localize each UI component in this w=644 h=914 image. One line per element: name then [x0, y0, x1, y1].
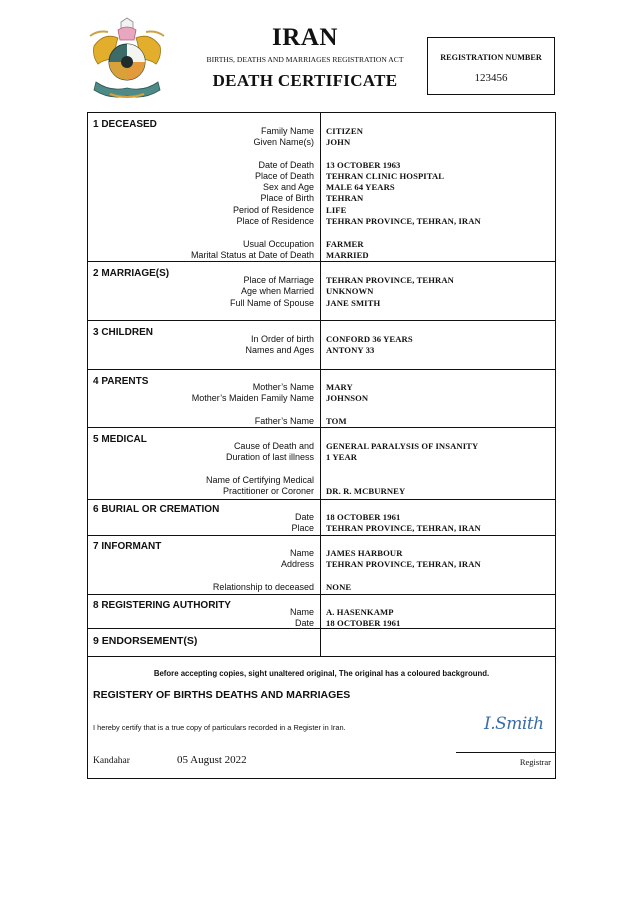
field-label: Age when Married [240, 286, 314, 296]
issue-date: 05 August 2022 [177, 754, 247, 766]
section-informant-title: 7 INFORMANT [93, 541, 162, 552]
field-label: In Order of birth [250, 334, 314, 344]
row-divider [87, 427, 556, 428]
field-value: JANE SMITH [326, 298, 381, 308]
field-label: Address [280, 559, 314, 569]
certificate-title: DEATH CERTIFICATE [212, 71, 398, 90]
field-value: TOM [326, 416, 347, 426]
field-label: Date [294, 512, 314, 522]
field-label: Place of Residence [236, 216, 314, 226]
field-value: TEHRAN CLINIC HOSPITAL [326, 171, 445, 181]
field-value: TEHRAN PROVINCE, TEHRAN, IRAN [326, 559, 481, 569]
field-value: CITIZEN [326, 126, 363, 136]
registrar-signature: I.Smith [484, 714, 544, 734]
field-label: Father’s Name [254, 416, 314, 426]
field-label: Given Name(s) [253, 137, 314, 147]
field-label: Mother’s Name [252, 382, 314, 392]
field-value: GENERAL PARALYSIS OF INSANITY [326, 441, 479, 451]
registration-number-label: REGISTRATION NUMBER [440, 53, 542, 62]
copy-warning-note: Before accepting copies, sight unaltered original, The original has a coloured background. [153, 669, 490, 678]
field-value: MALE 64 YEARS [326, 182, 395, 192]
registrar-label: Registrar [519, 757, 551, 767]
field-label: Mother’s Maiden Family Name [191, 393, 314, 403]
field-value: TEHRAN PROVINCE, TEHRAN, IRAN [326, 216, 481, 226]
field-label: Name [289, 607, 314, 617]
row-divider [87, 320, 556, 321]
field-value: TEHRAN [326, 193, 364, 203]
row-divider [87, 369, 556, 370]
row-divider [87, 535, 556, 536]
section-burial-title: 6 BURIAL OR CREMATION [93, 504, 220, 515]
coat-of-arms-emblem-icon [84, 16, 170, 104]
field-value: DR. R. MCBURNEY [326, 486, 406, 496]
row-divider [87, 628, 556, 629]
field-value: JAMES HARBOUR [326, 548, 403, 558]
field-label: Place [291, 523, 314, 533]
field-label: Date [294, 618, 314, 628]
field-label: Name of Certifying Medical [205, 475, 314, 485]
column-divider [320, 112, 321, 656]
field-label: Names and Ages [245, 345, 314, 355]
section-children-title: 3 CHILDREN [93, 327, 154, 338]
registration-number-value: 123456 [474, 72, 508, 84]
field-label: Name [289, 548, 314, 558]
field-label: Cause of Death and [233, 441, 314, 451]
registry-heading: REGISTERY OF BIRTHS DEATHS AND MARRIAGES [93, 689, 351, 701]
field-value: 1 YEAR [326, 452, 358, 462]
section-medical-title: 5 MEDICAL [93, 434, 147, 445]
certificate-table [87, 112, 556, 779]
field-label: Period of Residence [232, 205, 314, 215]
field-value: 18 OCTOBER 1961 [326, 618, 401, 628]
field-label: Sex and Age [262, 182, 314, 192]
field-label: Date of Death [258, 160, 314, 170]
field-value: MARRIED [326, 250, 369, 260]
issue-place: Kandahar [93, 756, 130, 766]
field-value: 18 OCTOBER 1961 [326, 512, 401, 522]
row-divider [87, 594, 556, 595]
field-label: Place of Death [254, 171, 314, 181]
field-value: LIFE [326, 205, 347, 215]
field-value: UNKNOWN [326, 286, 374, 296]
field-value: MARY [326, 382, 353, 392]
certification-statement: I hereby certify that is a true copy of particulars recorded in a Register in Iran. [93, 723, 346, 732]
field-value: TEHRAN PROVINCE, TEHRAN [326, 275, 454, 285]
field-value: TEHRAN PROVINCE, TEHRAN, IRAN [326, 523, 481, 533]
field-label: Marital Status at Date of Death [190, 250, 314, 260]
field-label: Place of Birth [260, 193, 314, 203]
field-value: A. HASENKAMP [326, 607, 394, 617]
registration-act: BIRTHS, DEATHS AND MARRIAGES REGISTRATION ACT [206, 55, 404, 64]
field-label: Usual Occupation [242, 239, 314, 249]
field-value: FARMER [326, 239, 364, 249]
row-divider [87, 499, 556, 500]
field-value: CONFORD 36 YEARS [326, 334, 413, 344]
field-value: JOHNSON [326, 393, 369, 403]
field-label: Duration of last illness [225, 452, 314, 462]
field-label: Relationship to deceased [212, 582, 314, 592]
field-value: NONE [326, 582, 352, 592]
registration-number-box [427, 37, 555, 95]
field-label: Full Name of Spouse [229, 298, 314, 308]
section-registering-authority-title: 8 REGISTERING AUTHORITY [93, 600, 231, 611]
field-label: Place of Marriage [243, 275, 314, 285]
field-label: Practitioner or Coroner [222, 486, 314, 496]
country-title: IRAN [272, 24, 338, 51]
field-value: JOHN [326, 137, 351, 147]
field-value: 13 OCTOBER 1963 [326, 160, 401, 170]
row-divider [87, 261, 556, 262]
section-deceased-title: 1 DECEASED [93, 119, 157, 130]
section-parents-title: 4 PARENTS [93, 376, 149, 387]
signature-line [456, 752, 556, 753]
section-marriage-title: 2 MARRIAGE(S) [93, 268, 170, 279]
field-label: Family Name [260, 126, 314, 136]
field-value: ANTONY 33 [326, 345, 375, 355]
row-divider [87, 656, 556, 657]
section-endorsements-title: 9 ENDORSEMENT(S) [93, 635, 198, 647]
